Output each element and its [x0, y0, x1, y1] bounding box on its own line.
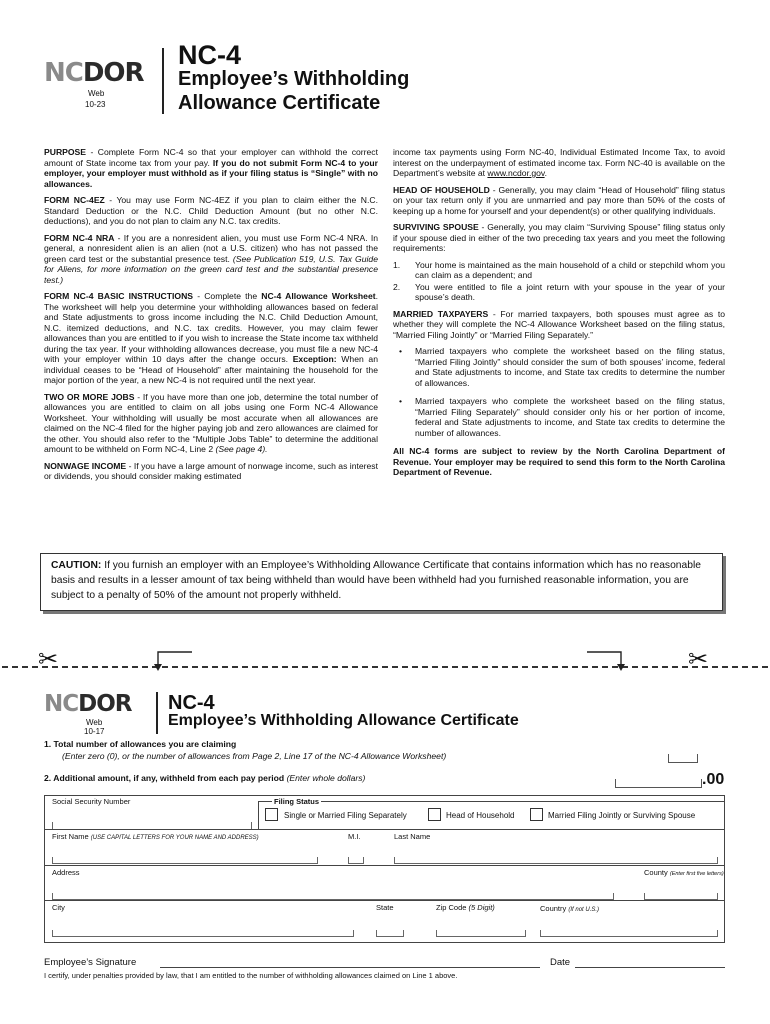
married-jointly-checkbox[interactable]: [530, 808, 543, 821]
address-input[interactable]: [52, 893, 614, 900]
married-taxpayers-bullets: [393, 346, 725, 438]
logo-dor: DOR: [78, 691, 132, 717]
instructions-right-column: [393, 147, 725, 484]
state-label: State: [376, 903, 394, 912]
signature-label: Employee’s Signature: [44, 957, 137, 968]
cents-label: .00: [702, 771, 725, 788]
single-checkbox[interactable]: [265, 808, 278, 821]
single-option-label: Single or Married Filing Separately: [284, 811, 407, 820]
last-name-input[interactable]: [394, 857, 718, 864]
fold-arrow-left-icon: [150, 650, 194, 672]
city-label: City: [52, 903, 65, 912]
hoh-option-label: Head of Household: [446, 811, 515, 820]
two-jobs-paragraph: TWO OR MORE JOBS - If you have more than one job, determine the total number of allowances you are entitled to claim on all jobs using one Form NC-4 Allowance Worksheet. Your withholding will usually be most accurate when all allowances are claimed on the NC-4 filed for the higher paying job and zero allowances are claimed for the other. You should also refer to the “Multiple Jobs Table” to determine the additional amount to be withheld on Form NC-4, Line 2 (See page 4).: [44, 391, 378, 454]
logo-dor: DOR: [82, 58, 144, 88]
county-input[interactable]: [644, 893, 718, 900]
form-header-divider: [156, 692, 158, 734]
country-label: Country (If not U.S.): [540, 904, 600, 913]
date-label: Date: [550, 957, 571, 968]
review-notice: All NC-4 forms are subject to review by the North Carolina Department of Revenue. Your employer may be required to send this form to the North Carolina Department of Revenue.: [393, 446, 725, 477]
form-ncdor-logo: [44, 691, 132, 717]
list-item: • Married taxpayers who complete the worksheet based on the filing status, “Married Filing Separately” should consider only his or her portion of income, federal and State adjustments to income, and State tax credits to determine the number of allowances.: [399, 396, 725, 438]
nc4ez-paragraph: FORM NC-4EZ - You may use Form NC-4EZ if you plan to claim either the N.C. Standard Deduction or the N.C. Child Deduction Amount (but no other N.C. deductions), and you do not plan to claim any N.C. tax credits.: [44, 195, 378, 226]
cut-line: [2, 666, 768, 668]
zip-input[interactable]: [436, 930, 526, 937]
line1-instruction: (Enter zero (0), or the number of allowances from Page 2, Line 17 of the NC-4 Allowance Worksheet): [62, 751, 447, 761]
filing-status-label: Filing Status: [274, 797, 319, 806]
form-web-label: Web: [86, 718, 103, 727]
mi-input[interactable]: [348, 857, 364, 864]
purpose-paragraph: PURPOSE - Complete Form NC-4 so that your employer can withhold the correct amount of State income tax from your pay. If you do not submit Form NC-4 to your employer, your employer must withhold as if your filing status is “Single” with no allowances.: [44, 147, 378, 189]
signature-input[interactable]: [160, 967, 540, 968]
form-title-2: Employee’s Withholding Allowance Certificate: [168, 712, 519, 729]
zip-label: Zip Code (5 Digit): [436, 903, 495, 912]
estimated-tax-paragraph: income tax payments using Form NC-40, Individual Estimated Income Tax, to avoid interest on the underpayment of estimated income tax. Form NC-40 is available on the Department’s website at www.ncdor.gov.: [393, 147, 725, 178]
nc4nra-paragraph: FORM NC-4 NRA - If you are a nonresident alien, you must use Form NC-4 NRA. In general, a nonresident alien is an alien (not a U.S. citizen) who has not passed the green card test or the substantial presence test. (See Publication 519, U.S. Tax Guide for Aliens, for more information on the green card test and the substantial presence test.): [44, 232, 378, 285]
ssn-label: Social Security Number: [52, 797, 131, 806]
header-divider: [162, 48, 164, 114]
line2-label: 2. Additional amount, if any, withheld from each pay period (Enter whole dollars): [44, 773, 366, 783]
ncdor-logo: [44, 58, 144, 88]
scissors-icon-left: ✂: [38, 646, 59, 673]
allowances-input[interactable]: [668, 754, 698, 763]
mi-label: M.I.: [348, 832, 361, 841]
row-divider: [44, 829, 725, 830]
web-label: Web: [88, 89, 105, 98]
caution-text: If you furnish an employer with an Employee’s Withholding Allowance Certificate that contains information which has no reasonable basis and results in a lesser amount of tax being withheld than would have been withheld had you furnished reasonable information, you are subject to a penalty of 50% of the amount not properly withheld.: [51, 560, 701, 601]
first-name-label: First Name (USE CAPITAL LETTERS FOR YOUR NAME AND ADDRESS): [52, 832, 259, 841]
surviving-spouse-paragraph: SURVIVING SPOUSE - Generally, you may claim “Surviving Spouse” filing status only if your spouse died in either of the two preceding tax years and you meet the following requirements:: [393, 222, 725, 253]
city-input[interactable]: [52, 930, 354, 937]
basic-instructions-paragraph: FORM NC-4 BASIC INSTRUCTIONS - Complete the NC-4 Allowance Worksheet. The worksheet will help you determine your withholding allowances based on federal and State adjustments to gross income including the N.C. Child Deduction Amount, N.C. itemized deductions, and N.C. tax credits. However, you may claim fewer allowances than you are entitled to if you wish to increase the State income tax withheld during the tax year. If your withholding allowances decrease, you must file a new NC-4 with your employer within 10 days after the change occurs. Exception: When an individual ceases to be “Head of Household” after maintaining the household for the major portion of the year, a new NC-4 is not required until the next year.: [44, 291, 378, 385]
last-name-label: Last Name: [394, 832, 431, 841]
logo-nc: NC: [44, 691, 79, 717]
ncdor-website-link[interactable]: www.ncdor.gov: [487, 168, 545, 178]
date-input[interactable]: [575, 967, 725, 968]
list-item: 1. Your home is maintained as the main household of a child or stepchild whom you can claim as a dependent; and: [393, 259, 725, 280]
row-divider: [44, 900, 725, 901]
form-title-line1: Employee’s Withholding: [178, 68, 410, 90]
form-title-line2: Allowance Certificate: [178, 92, 381, 114]
web-date: 10-23: [85, 100, 106, 109]
first-name-input[interactable]: [52, 857, 318, 864]
form-number: NC-4: [178, 40, 242, 70]
additional-amount-input[interactable]: [615, 779, 702, 788]
form-number-2: NC-4: [168, 692, 215, 714]
nonwage-paragraph: NONWAGE INCOME - If you have a large amount of nonwage income, such as interest or dividends, you should consider making estimated: [44, 460, 378, 481]
caution-head: CAUTION:: [51, 560, 102, 571]
scissors-icon-right: ✂: [688, 646, 709, 673]
county-label: County (Enter first five letters): [644, 868, 724, 877]
row-divider: [44, 865, 725, 866]
fold-arrow-right-icon: [585, 650, 629, 672]
surviving-spouse-requirements: [393, 260, 725, 303]
married-taxpayers-paragraph: MARRIED TAXPAYERS - For married taxpayers, both spouses must agree as to whether they will complete the NC-4 Allowance Worksheet based on the filing status, “Married Filing Jointly” or “Married Filing Separately.”: [393, 308, 726, 340]
list-item: • Married taxpayers who complete the worksheet based on the filing status, “Married Filing Jointly” should consider the sum of both spouses’ income, federal and State adjustments to income, and State tax credits to determine the number of allowances.: [399, 346, 725, 388]
list-item: 2. You were entitled to file a joint return with your spouse in the year of your spouse’s death.: [393, 281, 725, 302]
logo-nc: NC: [44, 58, 83, 88]
instructions-left-column: [44, 147, 378, 488]
head-of-household-paragraph: HEAD OF HOUSEHOLD - Generally, you may claim “Head of Household” filing status on your tax return only if you are unmarried and pay more than 50% of the costs of keeping up a home for yourself and your dependent(s) or other qualifying individuals.: [393, 184, 725, 216]
line1-label: 1. Total number of allowances you are claiming: [44, 739, 237, 749]
mfj-option-label: Married Filing Jointly or Surviving Spouse: [548, 811, 696, 820]
head-of-household-checkbox[interactable]: [428, 808, 441, 821]
certification-text: I certify, under penalties provided by law, that I am entitled to the number of withholding allowances claimed on Line 1 above.: [44, 971, 458, 980]
country-input[interactable]: [540, 930, 718, 937]
address-label: Address: [52, 868, 80, 877]
form-web-date: 10-17: [84, 727, 105, 736]
state-input[interactable]: [376, 930, 404, 937]
caution-box: [40, 553, 723, 611]
